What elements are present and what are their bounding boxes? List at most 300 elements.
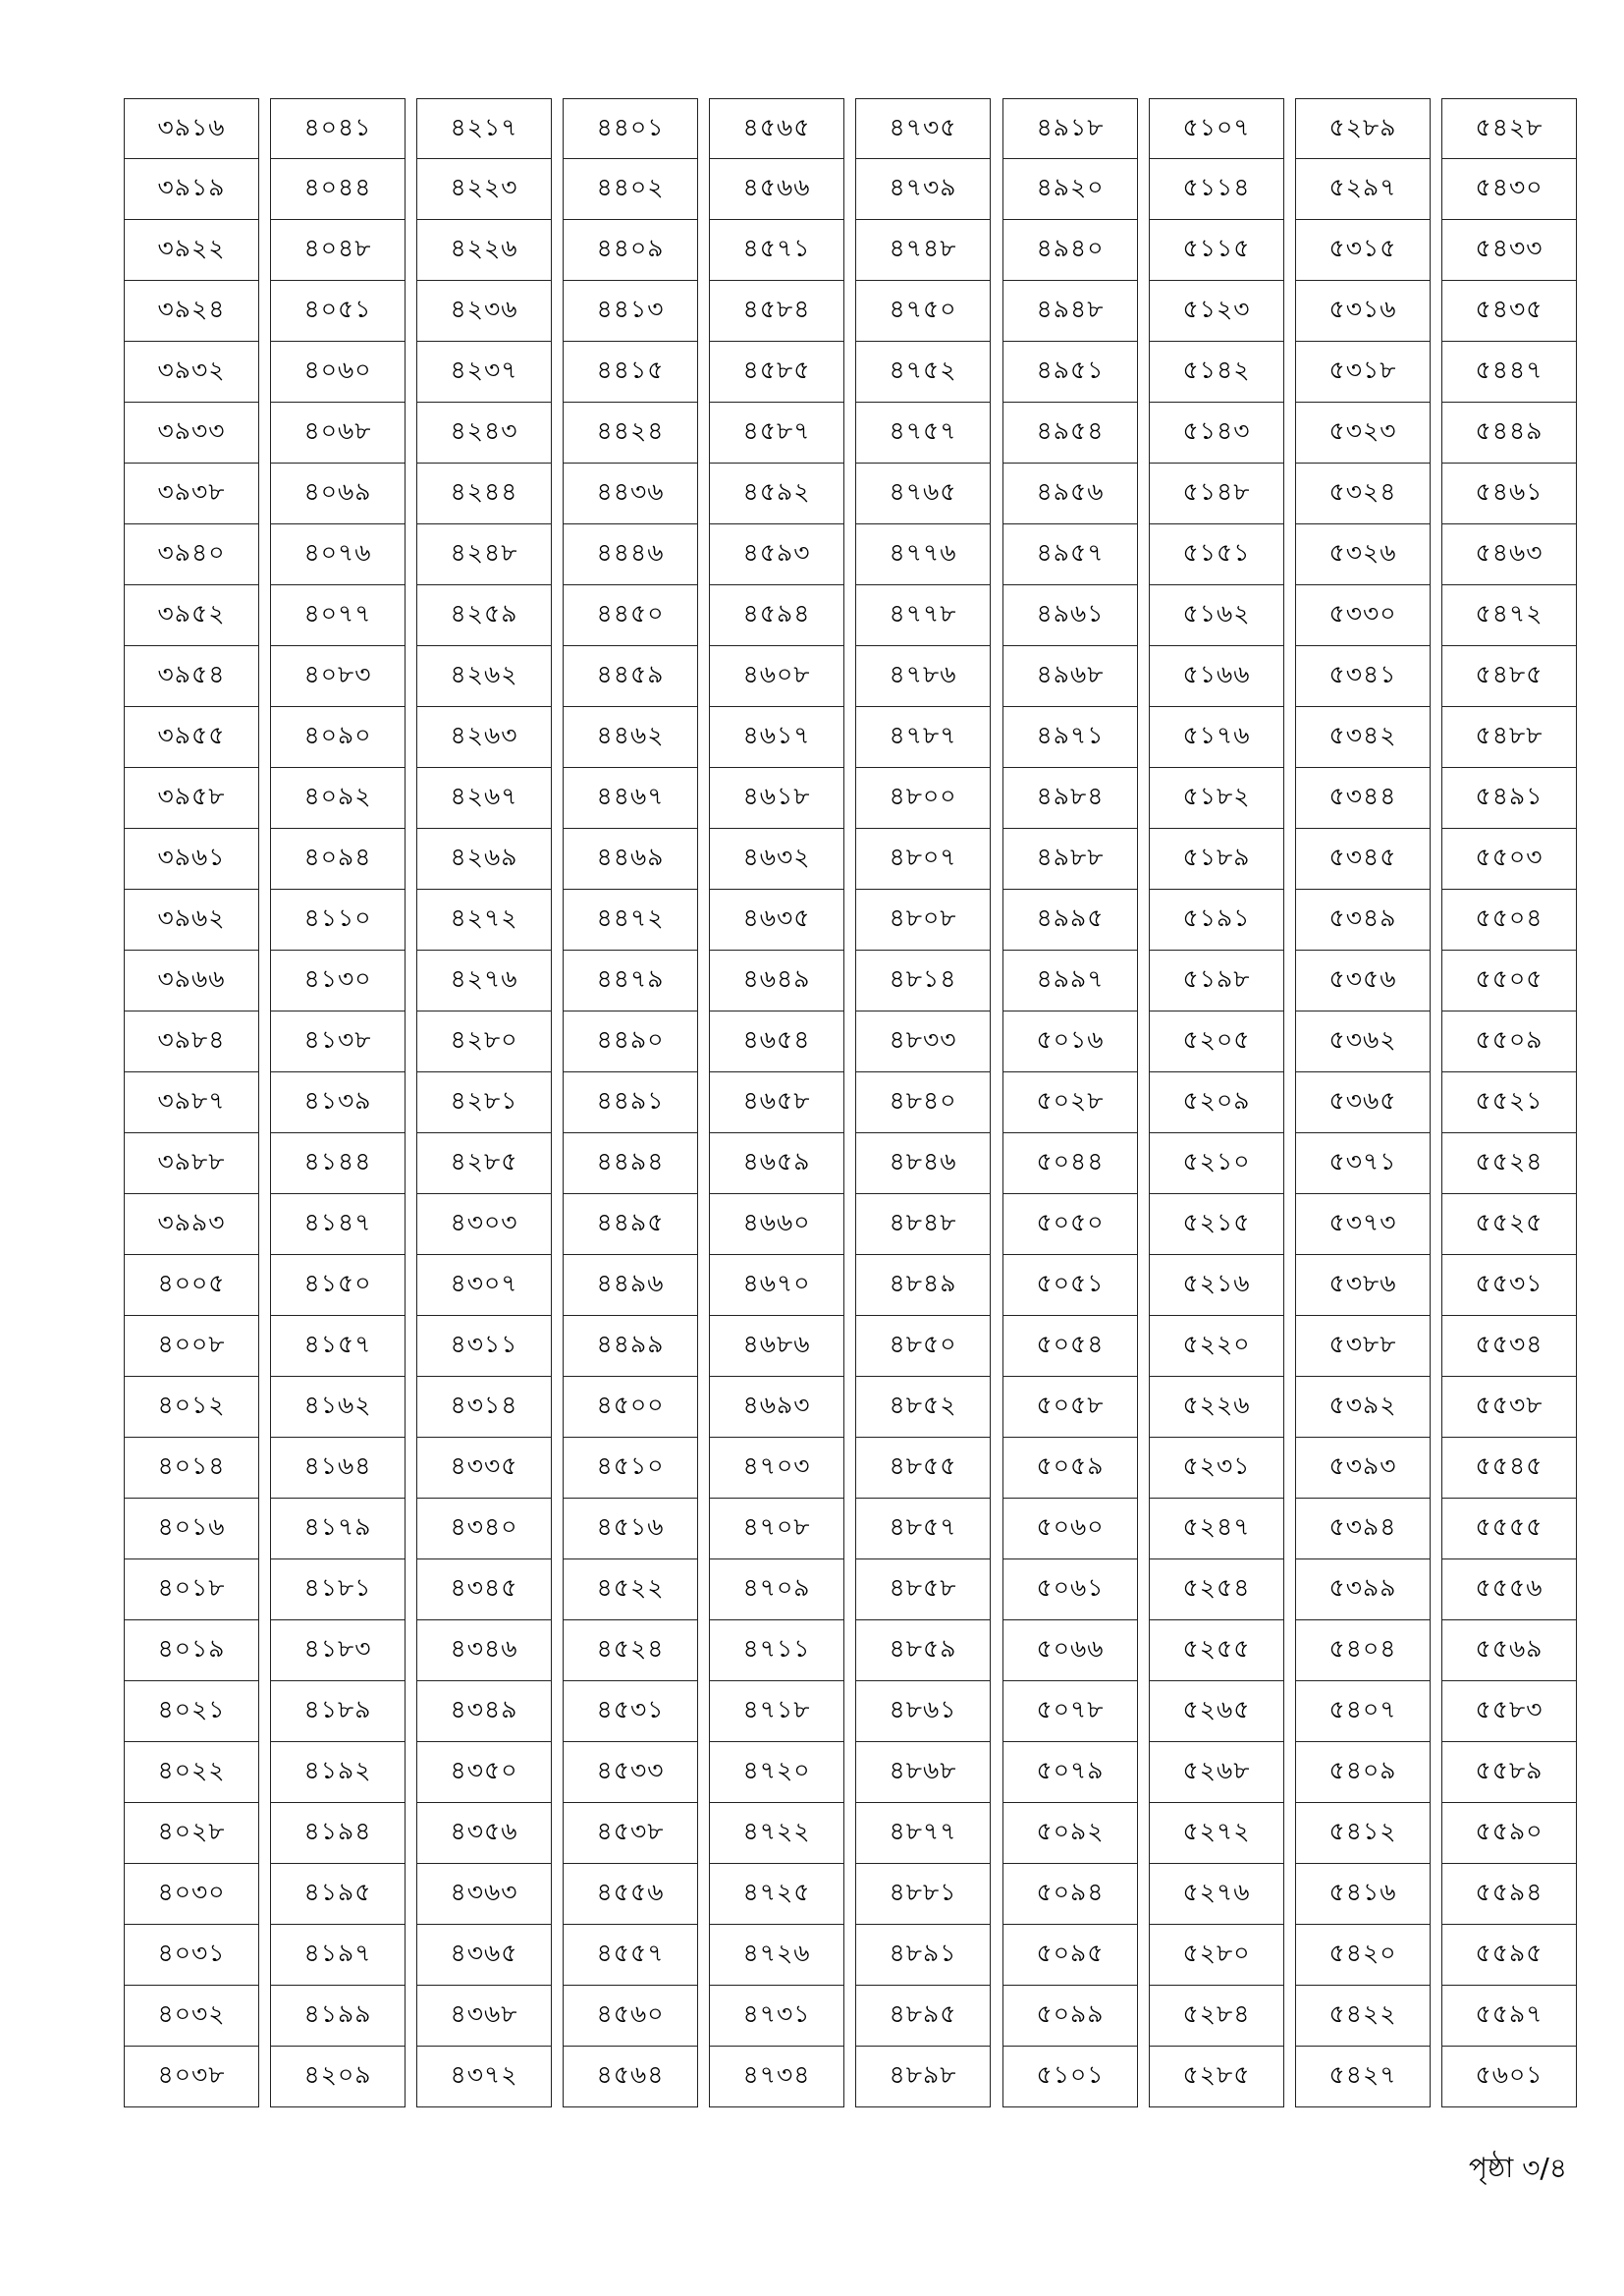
number-cell: ৪৬৮৬ — [709, 1316, 844, 1377]
number-cell: ৫২৭৬ — [1149, 1864, 1284, 1925]
number-cell: ৪৪০১ — [563, 98, 698, 159]
number-cell: ৫৫৯০ — [1441, 1803, 1577, 1864]
number-cell: ৪১৯৭ — [270, 1925, 406, 1986]
number-cell: ৫৩৯৯ — [1295, 1559, 1431, 1620]
column-8 — [1149, 98, 1284, 2107]
number-cell: ৫০৫১ — [1002, 1255, 1138, 1316]
number-cell: ৫২২৬ — [1149, 1377, 1284, 1438]
number-cell: ৪৪৯৫ — [563, 1194, 698, 1255]
number-cell: ৫১৮৯ — [1149, 829, 1284, 890]
number-cell: ৪৭৬৫ — [855, 464, 991, 524]
number-cell: ৫৩৬২ — [1295, 1011, 1431, 1072]
number-cell: ৪৪৬৭ — [563, 768, 698, 829]
number-cell: ৪৪৫০ — [563, 585, 698, 646]
number-cell: ৪১৯৯ — [270, 1986, 406, 2047]
number-cell: ৪৭৩৯ — [855, 159, 991, 220]
number-cell: ৪৮০৮ — [855, 890, 991, 951]
number-cell: ৪৫৬৬ — [709, 159, 844, 220]
number-cell: ৪৭৫২ — [855, 342, 991, 403]
number-cell: ৪৩৪৫ — [416, 1559, 552, 1620]
number-cell: ৪০০৮ — [124, 1316, 259, 1377]
number-cell: ৪৬৫৪ — [709, 1011, 844, 1072]
number-cell: ৪৯৬১ — [1002, 585, 1138, 646]
number-cell: ৪৭৭৮ — [855, 585, 991, 646]
number-cell: ৪৪৯৬ — [563, 1255, 698, 1316]
number-cell: ৪৫৬৫ — [709, 98, 844, 159]
number-cell: ৩৯৫৪ — [124, 646, 259, 707]
number-cell: ৪০৯৪ — [270, 829, 406, 890]
number-cell: ৪৩৩৫ — [416, 1438, 552, 1499]
number-cell: ৪২০৯ — [270, 2047, 406, 2107]
number-cell: ৪৬৩৫ — [709, 890, 844, 951]
number-cell: ৪৪২৪ — [563, 403, 698, 464]
number-cell: ৩৯৫২ — [124, 585, 259, 646]
number-cell: ৪৫৮৪ — [709, 281, 844, 342]
number-cell: ৪৯৯৫ — [1002, 890, 1138, 951]
number-cell: ৪৩৫৬ — [416, 1803, 552, 1864]
number-cell: ৪১৩৯ — [270, 1072, 406, 1133]
number-cell: ৫৩৭৩ — [1295, 1194, 1431, 1255]
number-cell: ৪১৪৪ — [270, 1133, 406, 1194]
number-cell: ৪৮৯৫ — [855, 1986, 991, 2047]
number-cell: ৫১১৫ — [1149, 220, 1284, 281]
column-10 — [1441, 98, 1577, 2107]
number-cell: ৪৪৯১ — [563, 1072, 698, 1133]
number-cell: ৪০১৬ — [124, 1499, 259, 1559]
number-cell: ৪৭৪৮ — [855, 220, 991, 281]
number-cell: ৪২২৩ — [416, 159, 552, 220]
number-cell: ৪৩৪০ — [416, 1499, 552, 1559]
number-cell: ৫৩৮৮ — [1295, 1316, 1431, 1377]
number-cell: ৪২২৬ — [416, 220, 552, 281]
number-cell: ৫০২৮ — [1002, 1072, 1138, 1133]
number-cell: ৪৪৬২ — [563, 707, 698, 768]
number-cell: ৪৯৪৮ — [1002, 281, 1138, 342]
number-cell: ৪০০৫ — [124, 1255, 259, 1316]
number-cell: ৪৫২২ — [563, 1559, 698, 1620]
number-cell: ৪৭০৩ — [709, 1438, 844, 1499]
number-cell: ৫৫০৫ — [1441, 951, 1577, 1011]
number-cell: ৫৪০৭ — [1295, 1681, 1431, 1742]
number-cell: ৪৯৬৮ — [1002, 646, 1138, 707]
number-cell: ৩৯২৪ — [124, 281, 259, 342]
number-cell: ৪৮০৭ — [855, 829, 991, 890]
number-cell: ৪৮৪৮ — [855, 1194, 991, 1255]
number-cell: ৪৪০২ — [563, 159, 698, 220]
number-cell: ৪৫৮৫ — [709, 342, 844, 403]
number-cell: ৪২৮১ — [416, 1072, 552, 1133]
number-cell: ৪৭২৫ — [709, 1864, 844, 1925]
number-cell: ৫৫২১ — [1441, 1072, 1577, 1133]
number-cell: ৪৯৫৪ — [1002, 403, 1138, 464]
number-cell: ৪০৬০ — [270, 342, 406, 403]
number-cell: ৪৩৫০ — [416, 1742, 552, 1803]
number-cell: ৫৩৭১ — [1295, 1133, 1431, 1194]
number-cell: ৫০৯৫ — [1002, 1925, 1138, 1986]
number-cell: ৫৪৬৩ — [1441, 524, 1577, 585]
number-cell: ৪৪৭৯ — [563, 951, 698, 1011]
number-cell: ৪২১৭ — [416, 98, 552, 159]
number-cell: ৪৩৬৩ — [416, 1864, 552, 1925]
number-cell: ৪৫৫৭ — [563, 1925, 698, 1986]
number-cell: ৫২৮৯ — [1295, 98, 1431, 159]
number-cell: ৫১৯৮ — [1149, 951, 1284, 1011]
number-cell: ৪৪৪৬ — [563, 524, 698, 585]
number-cell: ৪০৯২ — [270, 768, 406, 829]
number-cell: ৫০৭৮ — [1002, 1681, 1138, 1742]
number-cell: ৫৫৮৯ — [1441, 1742, 1577, 1803]
number-cell: ৫৬০১ — [1441, 2047, 1577, 2107]
number-cell: ৩৯৮৪ — [124, 1011, 259, 1072]
number-cell: ৪৯৮৮ — [1002, 829, 1138, 890]
number-cell: ৫২২০ — [1149, 1316, 1284, 1377]
number-cell: ৫৪৩০ — [1441, 159, 1577, 220]
number-cell: ৪৬৬০ — [709, 1194, 844, 1255]
number-cell: ৪৮৪৬ — [855, 1133, 991, 1194]
number-cell: ৪৪৯৯ — [563, 1316, 698, 1377]
number-cell: ৪৪৬৯ — [563, 829, 698, 890]
number-cell: ৪৪৭২ — [563, 890, 698, 951]
number-cell: ৪৮৪৯ — [855, 1255, 991, 1316]
number-cell: ৪১৭৯ — [270, 1499, 406, 1559]
number-cell: ৪২৩৭ — [416, 342, 552, 403]
number-cell: ৪৮৫৮ — [855, 1559, 991, 1620]
number-cell: ৪১১০ — [270, 890, 406, 951]
number-cell: ৫২৩১ — [1149, 1438, 1284, 1499]
number-cell: ৫৩২৪ — [1295, 464, 1431, 524]
number-cell: ৪৪৯৪ — [563, 1133, 698, 1194]
number-cell: ৫৫৫৫ — [1441, 1499, 1577, 1559]
number-cell: ৫০১৬ — [1002, 1011, 1138, 1072]
number-cell: ৪৮১৪ — [855, 951, 991, 1011]
number-cell: ৩৯৩৩ — [124, 403, 259, 464]
number-cell: ৩৯৮৭ — [124, 1072, 259, 1133]
number-cell: ৪৪১৩ — [563, 281, 698, 342]
number-cell: ৩৯৪০ — [124, 524, 259, 585]
number-cell: ৪৫৩১ — [563, 1681, 698, 1742]
number-cell: ৫০৭৯ — [1002, 1742, 1138, 1803]
number-cell: ৪২৩৬ — [416, 281, 552, 342]
number-cell: ৪১৮৯ — [270, 1681, 406, 1742]
number-cell: ৩৯৬২ — [124, 890, 259, 951]
number-cell: ৪০৭৬ — [270, 524, 406, 585]
column-2 — [270, 98, 406, 2107]
number-cell: ৪২৬৭ — [416, 768, 552, 829]
number-cell: ৪৭৮৬ — [855, 646, 991, 707]
number-cell: ৩৯৮৮ — [124, 1133, 259, 1194]
number-cell: ৪০২১ — [124, 1681, 259, 1742]
number-cell: ৫২১৬ — [1149, 1255, 1284, 1316]
number-cell: ৪০৭৭ — [270, 585, 406, 646]
number-cell: ৫৫০৯ — [1441, 1011, 1577, 1072]
number-cell: ৩৯৫৮ — [124, 768, 259, 829]
number-cell: ৫৪৮৮ — [1441, 707, 1577, 768]
number-cell: ৪১৮৩ — [270, 1620, 406, 1681]
number-cell: ৫৪৩৩ — [1441, 220, 1577, 281]
number-cell: ৩৯৯৩ — [124, 1194, 259, 1255]
number-cell: ৪০৩২ — [124, 1986, 259, 2047]
number-cell: ৪৫৩৩ — [563, 1742, 698, 1803]
number-cell: ৪২৬২ — [416, 646, 552, 707]
number-cell: ৪৩৬৮ — [416, 1986, 552, 2047]
number-cell: ৫৩১৮ — [1295, 342, 1431, 403]
number-cell: ৫৩৪১ — [1295, 646, 1431, 707]
number-cell: ৫১৪২ — [1149, 342, 1284, 403]
number-cell: ৫৫২৪ — [1441, 1133, 1577, 1194]
number-cell: ৫২৬৫ — [1149, 1681, 1284, 1742]
number-cell: ৪৯৭১ — [1002, 707, 1138, 768]
number-cell: ৪০৫১ — [270, 281, 406, 342]
number-cell: ৫৫৫৬ — [1441, 1559, 1577, 1620]
number-cell: ৫৫২৫ — [1441, 1194, 1577, 1255]
number-cell: ৫৩১৫ — [1295, 220, 1431, 281]
number-cell: ৪৫৯৩ — [709, 524, 844, 585]
column-1 — [124, 98, 259, 2107]
column-5 — [709, 98, 844, 2107]
number-cell: ৫১০৭ — [1149, 98, 1284, 159]
number-cell: ৪৭৭৬ — [855, 524, 991, 585]
number-cell: ৪৮৫৫ — [855, 1438, 991, 1499]
number-cell: ৪৬৭০ — [709, 1255, 844, 1316]
number-cell: ৫২৪৭ — [1149, 1499, 1284, 1559]
number-cell: ৪৩০৩ — [416, 1194, 552, 1255]
number-cell: ৫৪০৯ — [1295, 1742, 1431, 1803]
number-cell: ৫৫৯৪ — [1441, 1864, 1577, 1925]
number-cell: ৫১৬৬ — [1149, 646, 1284, 707]
number-cell: ৪৯২০ — [1002, 159, 1138, 220]
number-cell: ৫০৯৯ — [1002, 1986, 1138, 2047]
number-cell: ৫২০৫ — [1149, 1011, 1284, 1072]
number-cell: ৪৭০৮ — [709, 1499, 844, 1559]
number-cell: ৫১১৪ — [1149, 159, 1284, 220]
number-cell: ৪৭১৮ — [709, 1681, 844, 1742]
number-cell: ৪২৮৫ — [416, 1133, 552, 1194]
number-cell: ৪০১৪ — [124, 1438, 259, 1499]
number-cell: ৫৩৩০ — [1295, 585, 1431, 646]
number-cell: ৫৪৪৭ — [1441, 342, 1577, 403]
number-cell: ৫৫৩১ — [1441, 1255, 1577, 1316]
number-cell: ৪৫৮৭ — [709, 403, 844, 464]
number-cell: ৪৯১৮ — [1002, 98, 1138, 159]
number-cell: ৫৩৬৫ — [1295, 1072, 1431, 1133]
number-cell: ৪৪১৫ — [563, 342, 698, 403]
number-cell: ৪৪৯০ — [563, 1011, 698, 1072]
column-7 — [1002, 98, 1138, 2107]
number-cell: ৫০৫৮ — [1002, 1377, 1138, 1438]
number-cell: ৪৩৪৯ — [416, 1681, 552, 1742]
number-cell: ৪১৩০ — [270, 951, 406, 1011]
number-cell: ৪৫৯২ — [709, 464, 844, 524]
number-cell: ৪২৫৯ — [416, 585, 552, 646]
number-cell: ৪৫০০ — [563, 1377, 698, 1438]
number-cell: ৫২৮০ — [1149, 1925, 1284, 1986]
number-cell: ৩৯৬১ — [124, 829, 259, 890]
number-cell: ৪৬৯৩ — [709, 1377, 844, 1438]
number-cell: ৪৮৫০ — [855, 1316, 991, 1377]
number-cell: ৫২৫৫ — [1149, 1620, 1284, 1681]
number-cell: ৩৯৬৬ — [124, 951, 259, 1011]
number-cell: ৪৫৫৬ — [563, 1864, 698, 1925]
number-cell: ৪০৩০ — [124, 1864, 259, 1925]
number-cell: ৫৩৪৪ — [1295, 768, 1431, 829]
number-cell: ৪৩০৭ — [416, 1255, 552, 1316]
number-cell: ৪২৭২ — [416, 890, 552, 951]
number-cell: ৪১৫০ — [270, 1255, 406, 1316]
number-cell: ৪০১৯ — [124, 1620, 259, 1681]
number-cell: ৫১৭৬ — [1149, 707, 1284, 768]
number-cell: ৫১৮২ — [1149, 768, 1284, 829]
number-cell: ৪৭২০ — [709, 1742, 844, 1803]
number-cell: ৩৯৫৫ — [124, 707, 259, 768]
number-cell: ৫৫৩৪ — [1441, 1316, 1577, 1377]
number-cell: ৫৩৯৩ — [1295, 1438, 1431, 1499]
number-cell: ৫৪১২ — [1295, 1803, 1431, 1864]
number-cell: ৪৫৯৪ — [709, 585, 844, 646]
number-cell: ৪০৬৯ — [270, 464, 406, 524]
number-cell: ৫৪৩৫ — [1441, 281, 1577, 342]
number-cell: ৪৩১১ — [416, 1316, 552, 1377]
number-cell: ৪৭৮৭ — [855, 707, 991, 768]
number-cell: ৪০৪৪ — [270, 159, 406, 220]
number-cell: ৪৮৯১ — [855, 1925, 991, 1986]
number-cell: ৫৫৩৮ — [1441, 1377, 1577, 1438]
number-cell: ৪০৪৮ — [270, 220, 406, 281]
number-cell: ৫৪২০ — [1295, 1925, 1431, 1986]
number-cell: ৫৫৯৭ — [1441, 1986, 1577, 2047]
number-cell: ৫৫৮৩ — [1441, 1681, 1577, 1742]
number-cell: ৫০৪৪ — [1002, 1133, 1138, 1194]
number-cell: ৪৬৩২ — [709, 829, 844, 890]
number-cell: ৪৮৯৮ — [855, 2047, 991, 2107]
number-cell: ৫২৬৮ — [1149, 1742, 1284, 1803]
number-cell: ৪২৬৩ — [416, 707, 552, 768]
page-number: পৃষ্ঠা ৩/৪ — [1468, 2152, 1567, 2184]
number-cell: ৪৮৫৭ — [855, 1499, 991, 1559]
number-cell: ৫৫০৩ — [1441, 829, 1577, 890]
number-cell: ৩৯৩৮ — [124, 464, 259, 524]
number-cell: ৫৩৮৬ — [1295, 1255, 1431, 1316]
number-cell: ৫৩১৬ — [1295, 281, 1431, 342]
number-cell: ৪১৩৮ — [270, 1011, 406, 1072]
number-cell: ৪৮৫৯ — [855, 1620, 991, 1681]
number-cell: ৪৫১৬ — [563, 1499, 698, 1559]
number-cell: ৪৫৩৮ — [563, 1803, 698, 1864]
number-cell: ৪২৮০ — [416, 1011, 552, 1072]
number-cell: ৪১৬২ — [270, 1377, 406, 1438]
number-cell: ৪০২৮ — [124, 1803, 259, 1864]
number-cell: ৩৯৩২ — [124, 342, 259, 403]
number-cell: ৪১৯৪ — [270, 1803, 406, 1864]
number-cell: ৫০৬১ — [1002, 1559, 1138, 1620]
number-cell: ৪০৩৮ — [124, 2047, 259, 2107]
number-cell: ৪৭৩৫ — [855, 98, 991, 159]
number-cell: ৪১৪৭ — [270, 1194, 406, 1255]
number-cell: ৪৮৬৮ — [855, 1742, 991, 1803]
number-cell: ৫৪০৪ — [1295, 1620, 1431, 1681]
number-cell: ৪৭৫৭ — [855, 403, 991, 464]
number-cell: ৫৫০৪ — [1441, 890, 1577, 951]
number-cell: ৪০২২ — [124, 1742, 259, 1803]
number-cell: ৫১৯১ — [1149, 890, 1284, 951]
number-cell: ৪৫৭১ — [709, 220, 844, 281]
number-cell: ৪৫৬৪ — [563, 2047, 698, 2107]
number-cell: ৪৯৫৭ — [1002, 524, 1138, 585]
number-cell: ৪৮৪০ — [855, 1072, 991, 1133]
number-cell: ৫২০৯ — [1149, 1072, 1284, 1133]
number-cell: ৫৩২৬ — [1295, 524, 1431, 585]
number-cell: ৪২৭৬ — [416, 951, 552, 1011]
number-cell: ৫৩৪৯ — [1295, 890, 1431, 951]
number-cell: ৫০৬৬ — [1002, 1620, 1138, 1681]
number-cell: ৪৬৫৯ — [709, 1133, 844, 1194]
number-cell: ৫৪২৮ — [1441, 98, 1577, 159]
number-cell: ৪৩৭২ — [416, 2047, 552, 2107]
number-cell: ৫৪১৬ — [1295, 1864, 1431, 1925]
number-cell: ৫৪২৭ — [1295, 2047, 1431, 2107]
number-cell: ৪৮৬১ — [855, 1681, 991, 1742]
number-cell: ৫১৪৮ — [1149, 464, 1284, 524]
number-cell: ৪৭১১ — [709, 1620, 844, 1681]
number-cell: ৪৮০০ — [855, 768, 991, 829]
number-cell: ৪৮৭৭ — [855, 1803, 991, 1864]
number-cell: ৪০৬৮ — [270, 403, 406, 464]
number-cell: ৫১২৩ — [1149, 281, 1284, 342]
number-cell: ৪৪৩৬ — [563, 464, 698, 524]
number-cell: ৫৩২৩ — [1295, 403, 1431, 464]
number-cell: ৪০৮৩ — [270, 646, 406, 707]
number-cell: ৪৯৪০ — [1002, 220, 1138, 281]
number-cell: ৫৪২২ — [1295, 1986, 1431, 2047]
number-cell: ৩৯১৯ — [124, 159, 259, 220]
number-cell: ৫০৫০ — [1002, 1194, 1138, 1255]
number-cell: ৪৭২২ — [709, 1803, 844, 1864]
number-cell: ৫৩৯২ — [1295, 1377, 1431, 1438]
number-cell: ৫২৫৪ — [1149, 1559, 1284, 1620]
number-cell: ৪৬১৭ — [709, 707, 844, 768]
number-cell: ৪২৬৯ — [416, 829, 552, 890]
number-cell: ৪৮৩৩ — [855, 1011, 991, 1072]
number-cell: ৫১০১ — [1002, 2047, 1138, 2107]
number-cell: ৫১৫১ — [1149, 524, 1284, 585]
number-cell: ৪৯৫৬ — [1002, 464, 1138, 524]
number-cell: ৫০৯২ — [1002, 1803, 1138, 1864]
number-cell: ৪৭০৯ — [709, 1559, 844, 1620]
number-cell: ৪১৯৫ — [270, 1864, 406, 1925]
number-cell: ৪০৪১ — [270, 98, 406, 159]
column-4 — [563, 98, 698, 2107]
number-cell: ৫৫৯৫ — [1441, 1925, 1577, 1986]
number-cell: ৫৩৪৫ — [1295, 829, 1431, 890]
number-cell: ৫৫৬৯ — [1441, 1620, 1577, 1681]
number-cell: ৪১৬৪ — [270, 1438, 406, 1499]
number-cell: ৪৯৮৪ — [1002, 768, 1138, 829]
number-cell: ৫২৮৪ — [1149, 1986, 1284, 2047]
number-cell: ৪৭৫০ — [855, 281, 991, 342]
number-cell: ৫৪৬১ — [1441, 464, 1577, 524]
number-cell: ৪৫২৪ — [563, 1620, 698, 1681]
number-cell: ৫৩৫৬ — [1295, 951, 1431, 1011]
number-cell: ৪৮৫২ — [855, 1377, 991, 1438]
number-cell: ৫০৯৪ — [1002, 1864, 1138, 1925]
column-6 — [855, 98, 991, 2107]
number-cell: ৫৫৪৫ — [1441, 1438, 1577, 1499]
number-cell: ৫৪৭২ — [1441, 585, 1577, 646]
number-cell: ৪৯৯৭ — [1002, 951, 1138, 1011]
number-cell: ৪৫১০ — [563, 1438, 698, 1499]
number-cell: ৪৭২৬ — [709, 1925, 844, 1986]
number-cell: ৫৪৪৯ — [1441, 403, 1577, 464]
column-9 — [1295, 98, 1431, 2107]
